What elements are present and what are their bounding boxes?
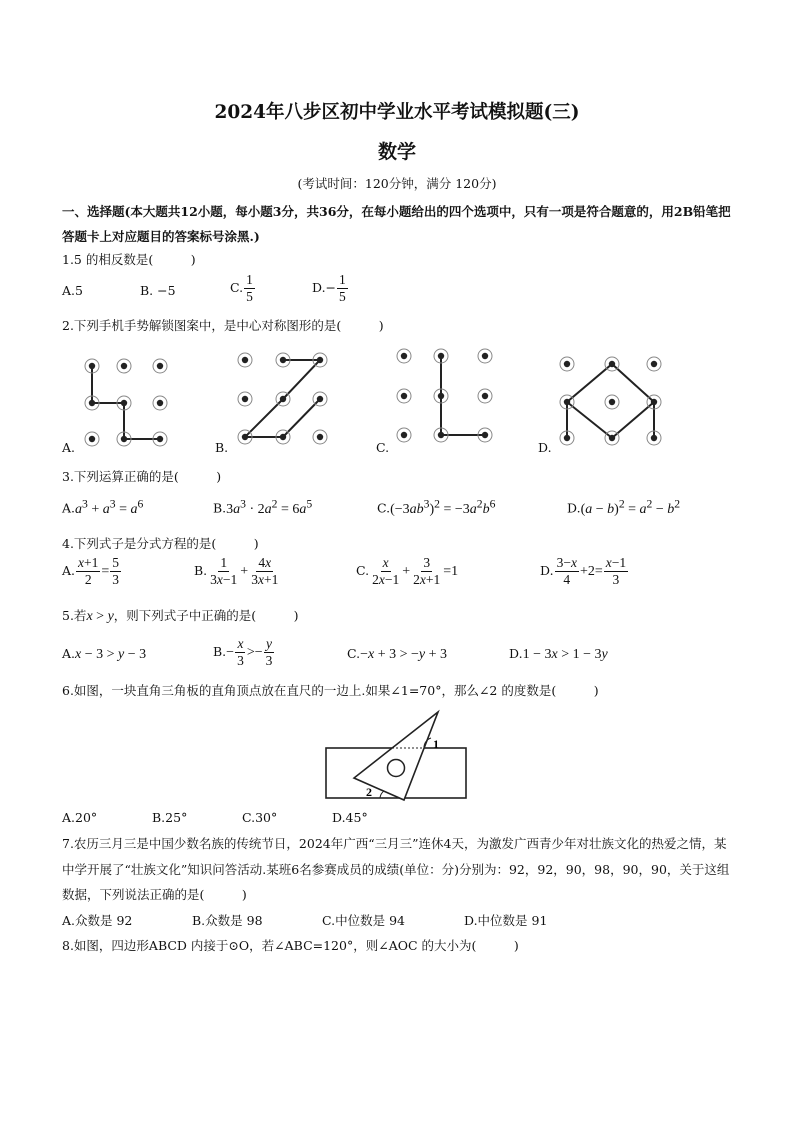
q3-option-d: $D.(a - b)^2 = a^2 - b^2$ <box>567 497 681 517</box>
q7-option-b: B.众数是 98 <box>192 913 263 928</box>
q2-stem: 2.下列手机手势解锁图案中，是中心对称图形的是( ) <box>62 318 384 333</box>
q5-option-b-prefix: B. <box>213 644 227 659</box>
q4-option-d-prefix: D. <box>540 563 554 578</box>
q1-option-c-prefix: C. <box>230 280 244 295</box>
q1-option-b: B. −5 <box>140 283 176 298</box>
q5-option-c-prefix: C. <box>347 646 361 661</box>
q5-option-a: A.x − 3 > y − 3 <box>62 646 147 662</box>
q6-option-c: C.30° <box>242 810 278 825</box>
fraction-numerator: 1 <box>246 272 253 287</box>
q4-option-c-prefix: C. <box>356 563 370 578</box>
section-1-instructions: 一、选择题(本大题共12小题，每小题3分，共36分，在每小题给出的四个选项中，只有一项是符合题意的，用2B铅笔把答题卡上对应题目的答案标号涂黑.) <box>62 204 731 244</box>
q2-option-c-label: C. <box>376 440 390 455</box>
q3-option-a-prefix: A. <box>62 500 76 516</box>
q4-option-d: D. $\frac{3-x}{4}$ +2= $\frac{x-1}{3}$ <box>540 555 627 587</box>
page-title: 2024年八步区初中学业水平考试模拟题(三) <box>214 102 580 123</box>
fraction-denominator: 5 <box>246 289 253 304</box>
q2-option-a-label: A. <box>62 440 76 455</box>
q6-ruler-triangle-figure <box>320 706 490 806</box>
q2-pattern-c <box>397 349 492 442</box>
q3-option-b-prefix: B. <box>213 500 227 516</box>
q6-option-b: B.25° <box>152 810 188 825</box>
q3-option-a: $A.a^3 + a^3 = a^6$ <box>62 497 144 517</box>
q6-option-d: D.45° <box>332 810 368 825</box>
q3-option-d-prefix: D. <box>567 500 581 516</box>
fraction-denominator: 5 <box>339 289 346 304</box>
angle-1-label: 1 <box>433 737 439 751</box>
q6-stem: 6.如图，一块直角三角板的直角顶点放在直尺的一边上.如果∠1=70°，那么∠2 的度数是( ) <box>62 683 599 698</box>
q5-option-c: C.−x + 3 > −y + 3 <box>347 646 448 662</box>
angle-2-arc <box>380 791 384 798</box>
q2-option-b-label: B. <box>215 440 229 455</box>
q5-stem: 5.若x > y，则下列式子中正确的是( ) <box>62 608 299 624</box>
q3-option-c: $C.(-3ab^3)^2 = -3a^2b^6$ <box>377 497 496 517</box>
q3-option-c-prefix: C. <box>377 500 391 516</box>
q4-option-a: A. $\frac{x+1}{2}$ = $\frac{5}{3}$ <box>62 555 120 587</box>
q5-option-a-prefix: A. <box>62 646 76 661</box>
q1-option-d-prefix: D.− <box>312 280 337 295</box>
q1-option-a: A.5 <box>62 283 83 298</box>
q7-stem: 7.农历三月三是中国少数名族的传统节日，2024年广西“三月三”连休4天，为激发广西青少年对壮族文化的热爱之情，某中学开展了“壮族文化”知识问答活动.某班6名参赛成员的成绩(单位：分)分别为：92，92，90，98，90，90，关于这组数据，下列说法正确的是( ) <box>62 836 730 902</box>
exam-info: (考试时间：120分钟，满分 120分) <box>297 176 497 191</box>
q2-option-d-label: D. <box>538 440 552 455</box>
q7-option-a: A.众数是 92 <box>62 913 133 928</box>
q4-option-b-prefix: B. <box>194 563 208 578</box>
q3-stem: 3.下列运算正确的是( ) <box>62 469 222 484</box>
q3-option-b: $B.3a^3 \cdot 2a^2 = 6a^5$ <box>213 497 313 517</box>
q2-pattern-a <box>85 359 167 446</box>
q8-stem: 8.如图，四边形ABCD 内接于⊙O，若∠ABC=120°，则∠AOC 的大小为( ) <box>62 938 519 953</box>
fraction-numerator: 1 <box>339 272 346 287</box>
q5-option-d-prefix: D. <box>509 646 523 661</box>
q4-stem: 4.下列式子是分式方程的是( ) <box>62 536 259 551</box>
q7-option-c: C.中位数是 94 <box>322 913 405 928</box>
q5-option-d: D.1 − 3x > 1 − 3y <box>509 646 608 662</box>
q1-stem: 1.5 的相反数是( ) <box>62 252 196 267</box>
q4-option-a-prefix: A. <box>62 563 76 578</box>
subject-title: 数学 <box>377 141 416 163</box>
q5-option-b: B.− $\frac{x}{3}$ >− $\frac{y}{3}$ <box>213 636 273 668</box>
q7-option-d: D.中位数是 91 <box>464 913 548 928</box>
angle-2-label: 2 <box>366 785 372 799</box>
q4-option-c: C. $\frac{x}{2x-1}$ + $\frac{3}{2x+1}$ =1 <box>356 555 459 587</box>
q2-pattern-d <box>560 357 661 445</box>
q5-stem-suffix: ，则下列式子中正确的是( ) <box>113 608 299 623</box>
q6-option-a: A.20° <box>62 810 98 825</box>
q2-pattern-b <box>238 353 327 444</box>
q5-stem-prefix: 5.若 <box>62 608 87 623</box>
q4-option-b: B. $\frac{1}{3x-1}$ + $\frac{4x}{3x+1}$ <box>194 555 279 587</box>
q2-unlock-patterns <box>0 0 794 470</box>
